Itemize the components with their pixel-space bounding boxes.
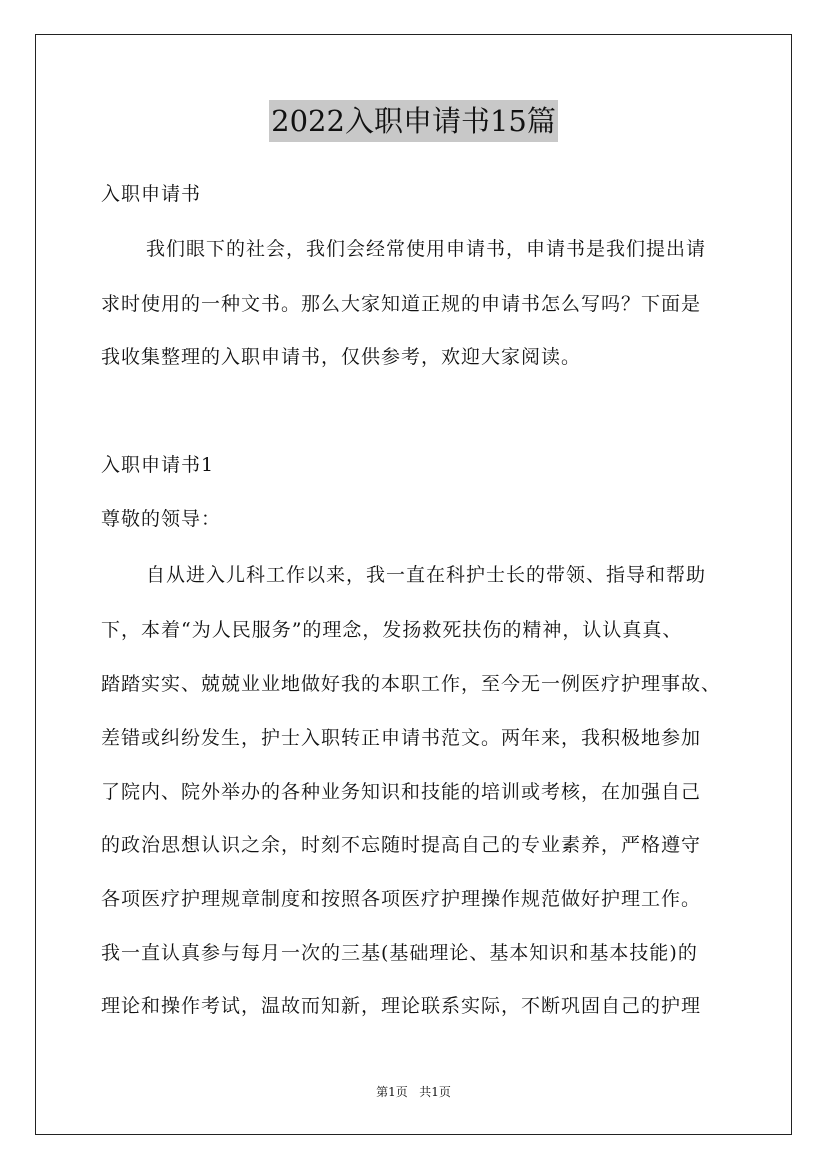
section-heading: 入职申请书1	[101, 454, 215, 476]
paragraph-line: 我们眼下的社会，我们会经常使用申请书，申请书是我们提出请	[146, 238, 707, 260]
salutation: 尊敬的领导：	[101, 508, 222, 530]
section-heading: 入职申请书	[101, 183, 202, 205]
document-title: 2022入职申请书15篇	[269, 100, 558, 142]
paragraph-line: 下，本着“为人民服务”的理念，发扬救死扶伤的精神，认认真真、	[101, 619, 683, 641]
paragraph-line: 我收集整理的入职申请书，仅供参考，欢迎大家阅读。	[101, 346, 582, 368]
paragraph-line: 的政治思想认识之余，时刻不忘随时提高自己的专业素养，严格遵守	[101, 834, 702, 856]
paragraph-line: 了院内、院外举办的各种业务知识和技能的培训或考核，在加强自己	[101, 781, 702, 803]
paragraph-line: 各项医疗护理规章制度和按照各项医疗护理操作规范做好护理工作。	[101, 888, 702, 910]
title-container	[0, 100, 827, 142]
paragraph-line: 差错或纠纷发生，护士入职转正申请书范文。两年来，我积极地参加	[101, 727, 702, 749]
paragraph-line: 求时使用的一种文书。那么大家知道正规的申请书怎么写吗？下面是	[101, 293, 702, 315]
page-footer: 第1页 共1页	[376, 1085, 451, 1099]
paragraph-line: 我一直认真参与每月一次的三基(基础理论、基本知识和基本技能)的	[101, 942, 698, 964]
paragraph-line: 踏踏实实、兢兢业业地做好我的本职工作，至今无一例医疗护理事故、	[101, 673, 722, 695]
paragraph-line: 理论和操作考试，温故而知新，理论联系实际，不断巩固自己的护理	[101, 995, 702, 1017]
paragraph-line: 自从进入儿科工作以来，我一直在科护士长的带领、指导和帮助	[146, 564, 707, 586]
